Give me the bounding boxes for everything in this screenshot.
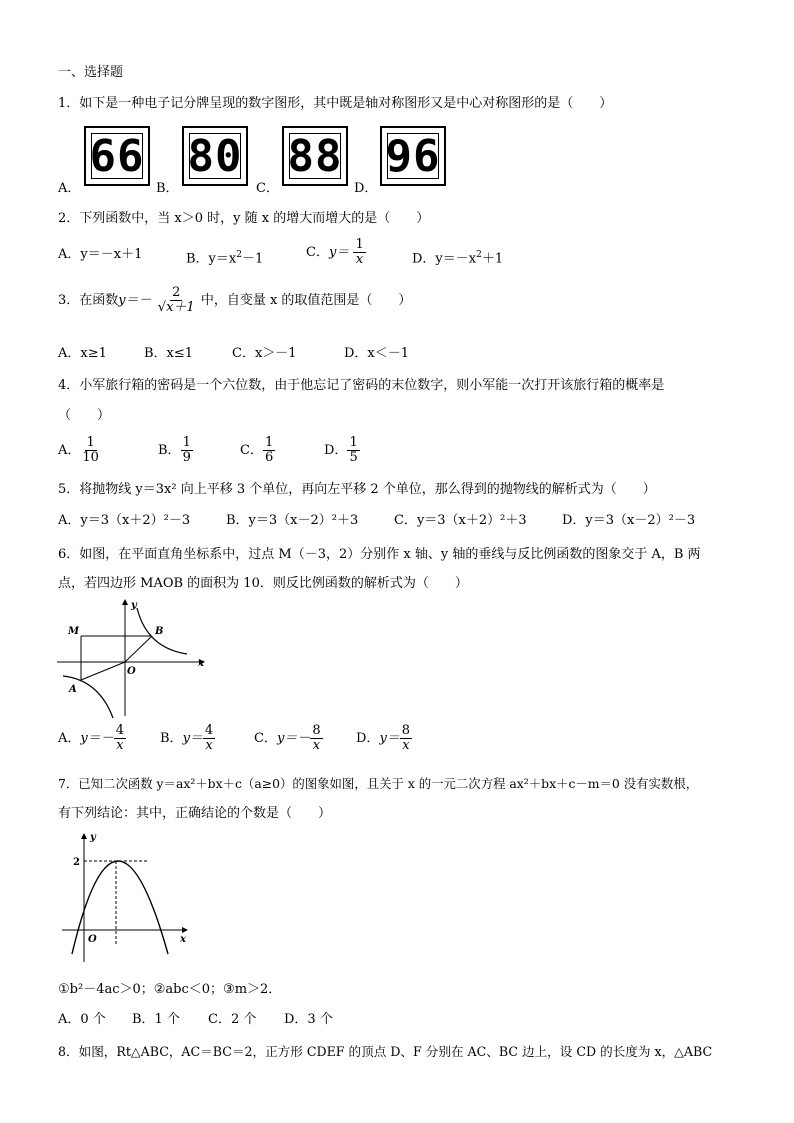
q6-ob-line [125,636,152,662]
q1-option-b-image: 80 [182,126,248,186]
q1-option-d-letter: D． [354,181,378,196]
q3-stem: 3．在函数y＝－ $\frac{2}{√x+1}$ 中，自变量 x 的取值范围是（ ） [58,285,412,315]
q3-option-c: C．x＞－1 [232,346,297,361]
q7-option-c: C．2 个 [208,1012,257,1027]
q4-stem: 4．小军旅行箱的密码是一个六位数，由于他忘记了密码的末位数字，则小军能一次打开该旅行箱的概率是 [58,378,665,393]
q7-option-a: A．0 个 [58,1012,106,1027]
q1-option-c-image: 88 [282,126,348,186]
q6-label-y: y [131,600,137,611]
q7-figure [58,830,198,965]
q6-y-arrow [122,599,128,605]
q6-oa-line [81,662,125,680]
q6-label-o: O [127,666,136,677]
q6-stem: 6．如图，在平面直角坐标系中，过点 M（－3，2）分别作 x 轴、y 轴的垂线与反比例函数的图象交于 A，B 两 [58,547,701,562]
q6-figure [55,598,215,720]
q4-option-c: C． $\frac{1}{6}$ [240,435,274,465]
q3-option-d: D．x＜－1 [344,346,410,361]
q6-label-x: x [198,658,204,669]
q3-option-a: A．x≥1 [58,346,107,361]
q5-option-b: B．y＝3（x－2）²＋3 [226,513,359,528]
q5-option-c: C．y＝3（x＋2）²＋3 [394,513,527,528]
q5-option-d: D．y＝3（x－2）²－3 [562,513,696,528]
q6-option-c: C．y＝－ $\frac{8}{x}$ [254,723,321,753]
q7-option-d: D．3 个 [284,1012,333,1027]
q2-option-b: B．$y=x^2-1$ [186,250,264,267]
q6-label-m: M [68,626,80,637]
q2-stem: 2．下列函数中，当 x＞0 时，y 随 x 的增大而增大的是（ ） [58,211,430,226]
q6-label-a: A [69,684,77,695]
q2-option-a: A．y＝－x＋1 [58,247,143,262]
q7-y-arrow [81,833,87,839]
q1-option-a-letter: A． [58,181,81,196]
q1-option-a-image: 66 [84,126,150,186]
q7-label-o: O [88,934,97,945]
q4-option-d: D． $\frac{1}{5}$ [324,435,358,465]
q2-option-c: C．y＝ $\frac{1}{x}$ [306,237,364,267]
q8-stem: 8．如图，Rt△ABC，AC＝BC＝2，正方形 CDEF 的顶点 D、F 分别在 AC、BC 边上，设 CD 的长度为 x，△ABC [58,1044,713,1059]
q5-stem: 5．将抛物线 y＝3x² 向上平移 3 个单位，再向左平移 2 个单位，那么得到的抛物线的解析式为（ ） [58,482,656,497]
q7-stem-2: 有下列结论：其中，正确结论的个数是（ ） [58,806,332,821]
q1-option-b-letter: B． [156,181,179,196]
q2-option-d: D．$y=-x^2+1$ [412,250,504,267]
q4-option-a: A． $\frac{1}{10}$ [58,435,99,465]
q6-option-a: A．y＝－ $\frac{4}{x}$ [58,723,125,753]
q7-parabola [72,861,168,954]
q7-stem: 7．已知二次函数 y＝ax²＋bx＋c（a≥0）的图象如图，且关于 x 的一元二次方程 ax²＋bx＋c－m＝0 没有实数根， [58,776,699,791]
q6-option-b: B．y＝ $\frac{4}{x}$ [160,723,214,753]
q3-option-b: B．x≤1 [144,346,194,361]
q6-stem-2: 点，若四边形 MAOB 的面积为 10．则反比例函数的解析式为（ ） [58,576,468,591]
q1-stem: 1．如下是一种电子记分牌呈现的数字图形，其中既是轴对称图形又是中心对称图形的是（ ） [58,96,613,111]
q1-option-c-letter: C． [256,181,279,196]
q6-option-d: D．y＝ $\frac{8}{x}$ [356,723,411,753]
q5-option-a: A．y＝3（x＋2）²－3 [58,513,191,528]
q7-label-2: 2 [73,857,80,868]
q7-label-x: x [180,934,186,945]
q7-label-y: y [90,832,96,843]
q4-option-b: B． $\frac{1}{9}$ [158,435,191,465]
q6-label-b: B [155,626,164,637]
section-title: 一、选择题 [58,65,124,80]
q1-option-d-image: 96 [380,126,446,186]
q6-curve-branch-2 [63,676,113,718]
q4-stem-2: （ ） [58,408,111,423]
q7-x-arrow [182,927,188,933]
q7-conclusions: ①b²－4ac＞0；②abc＜0；③m＞2． [58,982,282,997]
q7-option-b: B．1 个 [132,1012,180,1027]
